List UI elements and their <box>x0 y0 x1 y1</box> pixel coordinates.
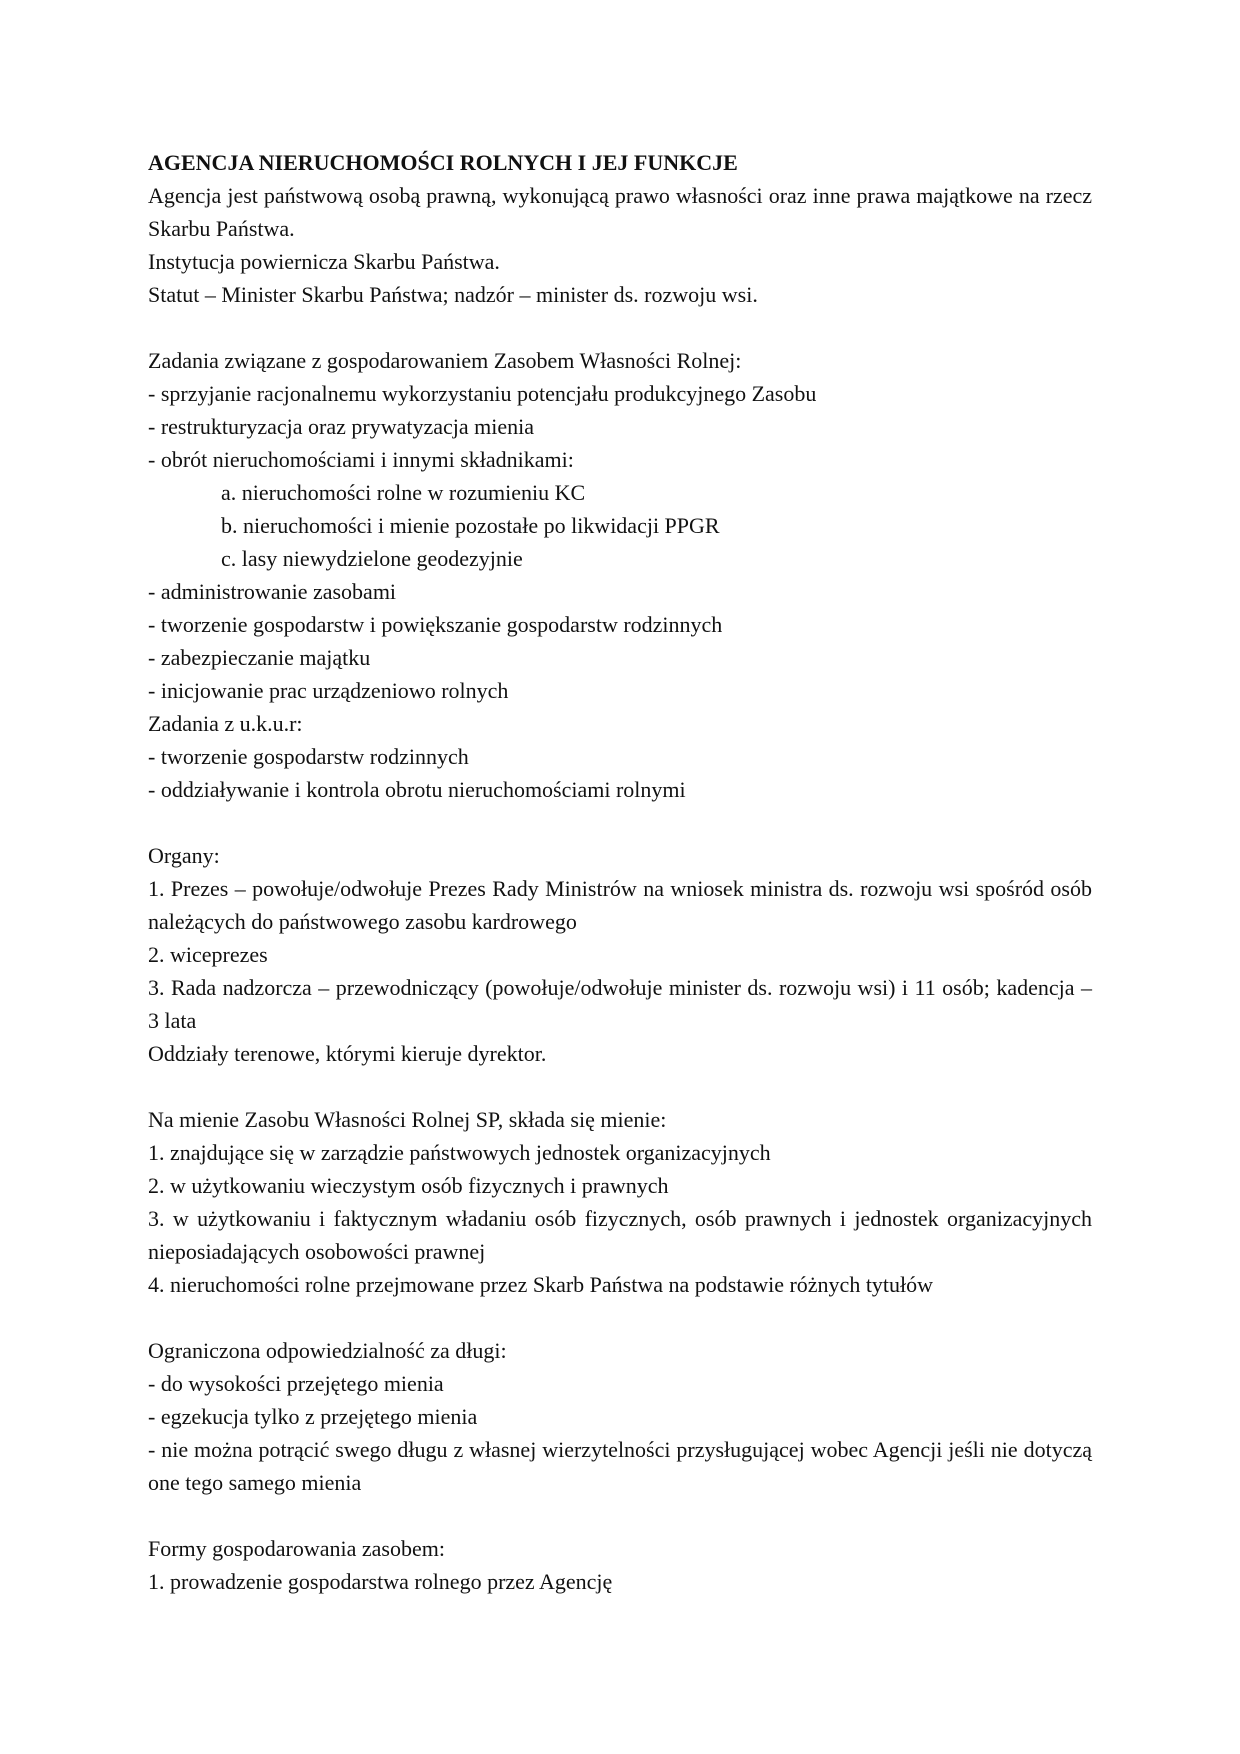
statute-note: Statut – Minister Skarbu Państwa; nadzór – minister ds. rozwoju wsi. <box>148 282 758 307</box>
list-item: - sprzyjanie racjonalnemu wykorzystaniu potencjału produkcyjnego Zasobu <box>148 381 817 406</box>
branches-note: Oddziały terenowe, którymi kieruje dyrektor. <box>148 1041 547 1066</box>
organ-president: 1. Prezes – powołuje/odwołuje Prezes Rady Ministrów na wniosek ministra ds. rozwoju wsi spośród osób należących do państwowego zasobu kardrowego <box>148 876 1092 934</box>
spacer <box>148 1499 1092 1532</box>
spacer <box>148 311 1092 344</box>
list-item: 1. prowadzenie gospodarstwa rolnego przez Agencję <box>148 1569 613 1594</box>
liability-heading: Ograniczona odpowiedzialność za długi: <box>148 1338 507 1363</box>
list-item: - obrót nieruchomościami i innymi składnikami: <box>148 447 574 472</box>
organ-supervisory-board: 3. Rada nadzorcza – przewodniczący (powołuje/odwołuje minister ds. rozwoju wsi) i 11 osób; kadencja – 3 lata <box>148 975 1092 1033</box>
list-item: - oddziaływanie i kontrola obrotu nieruchomościami rolnymi <box>148 777 686 802</box>
sub-list-item: a. nieruchomości rolne w rozumieniu KC <box>221 480 586 505</box>
list-item: 1. znajdujące się w zarządzie państwowych jednostek organizacyjnych <box>148 1140 771 1165</box>
sub-list-item: b. nieruchomości i mienie pozostałe po likwidacji PPGR <box>221 513 720 538</box>
list-item: - administrowanie zasobami <box>148 579 397 604</box>
organ-vice-president: 2. wiceprezes <box>148 942 268 967</box>
tasks-heading: Zadania związane z gospodarowaniem Zasobem Własności Rolnej: <box>148 348 742 373</box>
list-item: 4. nieruchomości rolne przejmowane przez Skarb Państwa na podstawie różnych tytułów <box>148 1272 934 1297</box>
spacer <box>148 1070 1092 1103</box>
document-title: AGENCJA NIERUCHOMOŚCI ROLNYCH I JEJ FUNKCJE <box>148 150 738 175</box>
list-item: - inicjowanie prac urządzeniowo rolnych <box>148 678 509 703</box>
document-body <box>148 146 1092 1598</box>
list-item: - egzekucja tylko z przejętego mienia <box>148 1404 478 1429</box>
list-item: - tworzenie gospodarstw i powiększanie gospodarstw rodzinnych <box>148 612 723 637</box>
list-item: - do wysokości przejętego mienia <box>148 1371 444 1396</box>
list-item: - restrukturyzacja oraz prywatyzacja mienia <box>148 414 535 439</box>
ukur-heading: Zadania z u.k.u.r: <box>148 711 303 736</box>
property-heading: Na mienie Zasobu Własności Rolnej SP, składa się mienie: <box>148 1107 667 1132</box>
list-item: 2. w użytkowaniu wieczystym osób fizycznych i prawnych <box>148 1173 669 1198</box>
organs-heading: Organy: <box>148 843 220 868</box>
institution-note: Instytucja powiernicza Skarbu Państwa. <box>148 249 500 274</box>
sub-list-item: c. lasy niewydzielone geodezyjnie <box>221 546 523 571</box>
list-item: 3. w użytkowaniu i faktycznym władaniu osób fizycznych, osób prawnych i jednostek organizacyjnych nieposiadających osobowości prawnej <box>148 1206 1092 1264</box>
spacer <box>148 1301 1092 1334</box>
list-item: - tworzenie gospodarstw rodzinnych <box>148 744 469 769</box>
forms-heading: Formy gospodarowania zasobem: <box>148 1536 445 1561</box>
list-item: - nie można potrącić swego długu z własnej wierzytelności przysługującej wobec Agencji jeśli nie dotyczą one tego samego mienia <box>148 1437 1092 1495</box>
agency-definition: Agencja jest państwową osobą prawną, wykonującą prawo własności oraz inne prawa majątkowe na rzecz Skarbu Państwa. <box>148 183 1092 241</box>
list-item: - zabezpieczanie majątku <box>148 645 371 670</box>
spacer <box>148 806 1092 839</box>
